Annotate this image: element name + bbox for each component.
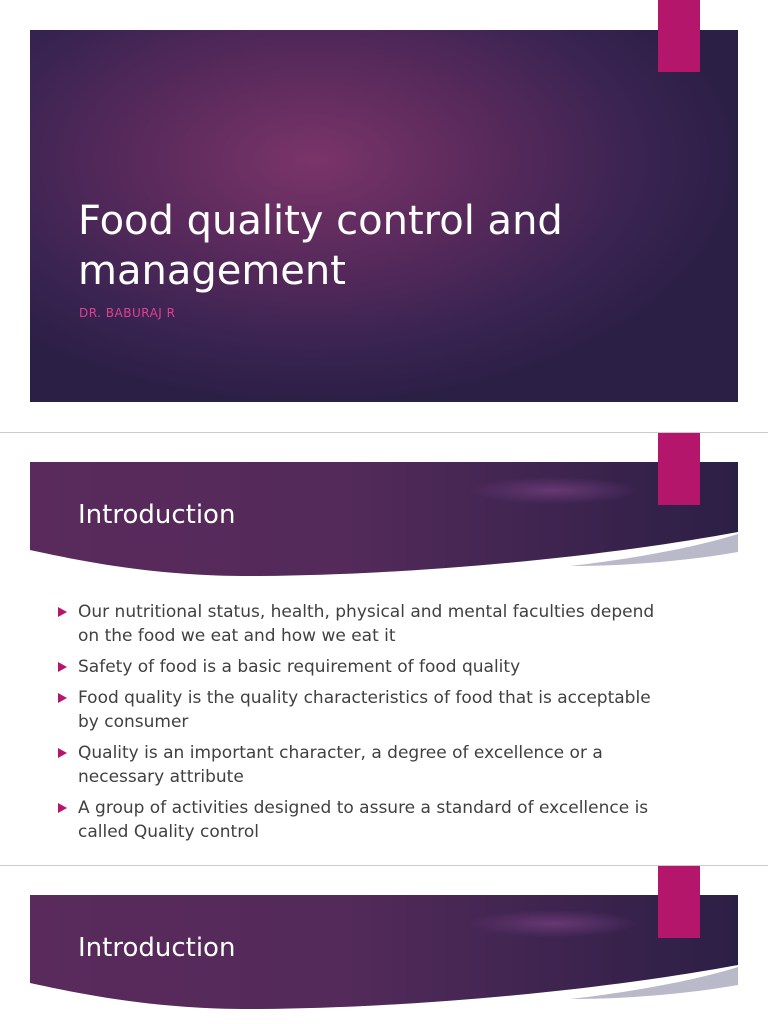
bullet-arrow-icon — [58, 607, 67, 617]
list-item — [56, 796, 656, 844]
slide-title: Food quality control and management — [78, 198, 563, 294]
bullet-list — [56, 600, 656, 851]
slide-heading: Introduction — [78, 933, 236, 963]
slide-author: DR. BABURAJ R — [79, 306, 176, 320]
list-item — [56, 686, 656, 734]
accent-tab — [658, 433, 700, 505]
bullet-arrow-icon — [58, 662, 67, 672]
accent-tab — [658, 866, 700, 938]
bullet-arrow-icon — [58, 693, 67, 703]
bullet-text: Safety of food is a basic requirement of food quality — [78, 657, 521, 677]
bullet-text: Food quality is the quality characteristics of food that is acceptable by consumer — [78, 688, 651, 732]
bullet-arrow-icon — [58, 803, 67, 813]
list-item — [56, 655, 656, 679]
bullet-arrow-icon — [58, 748, 67, 758]
slide-divider — [0, 432, 768, 433]
bullet-text: A group of activities designed to assure a standard of excellence is called Quality control — [78, 798, 649, 842]
list-item — [56, 600, 656, 648]
list-item — [56, 741, 656, 789]
accent-tab — [658, 0, 700, 72]
bullet-text: Quality is an important character, a degree of excellence or a necessary attribute — [78, 743, 603, 787]
slide-divider — [0, 865, 768, 866]
bullet-text: Our nutritional status, health, physical and mental faculties depend on the food we eat and how we eat it — [78, 602, 655, 646]
slide-heading: Introduction — [78, 500, 236, 530]
